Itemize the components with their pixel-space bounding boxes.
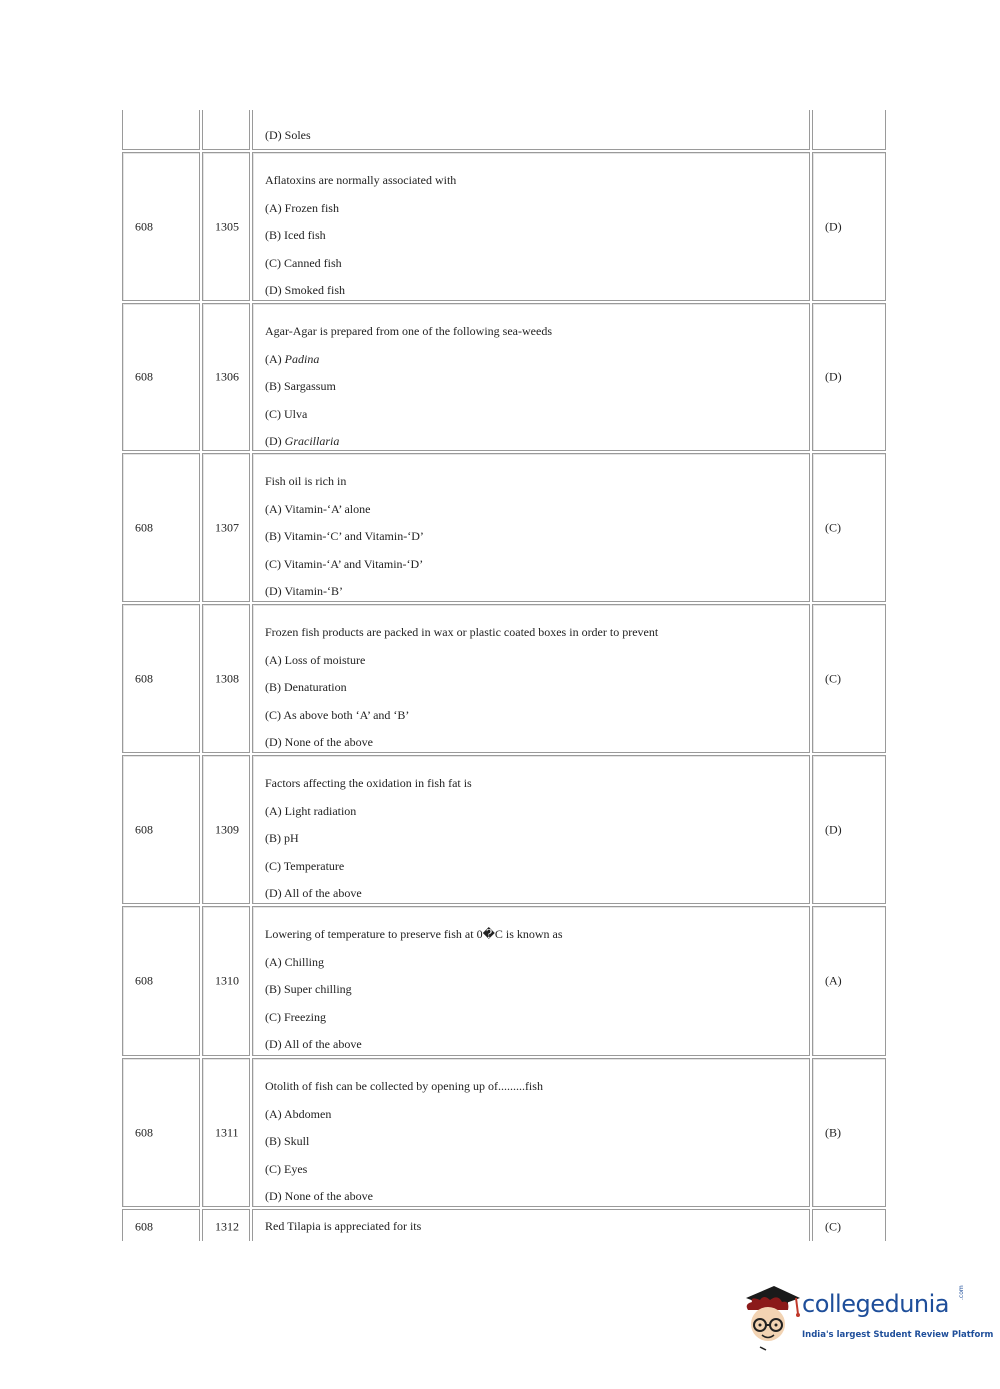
option-a: (A) Light radiation [265, 803, 357, 818]
table-row [122, 604, 886, 753]
option-a: (A) Frozen fish [265, 200, 339, 215]
question-text [265, 318, 803, 456]
question-number-cell: 1312 [202, 1209, 250, 1241]
table-row [122, 1058, 886, 1207]
question-stem: Aflatoxins are normally associated with [265, 173, 457, 187]
paper-code-cell: 608 [122, 1209, 200, 1241]
paper-code-cell: 608 [122, 152, 200, 301]
answer-cell: (C) [812, 453, 886, 602]
question-number-cell [202, 110, 250, 150]
option-d: (D) All of the above [265, 886, 362, 901]
table-row [122, 755, 886, 904]
option-a: (A) Loss of moisture [265, 652, 366, 667]
answer-cell: (D) [812, 755, 886, 904]
answer-cell: (D) [812, 152, 886, 301]
question-cell [252, 453, 810, 602]
paper-code-cell: 608 [122, 755, 200, 904]
option-b: (B) pH [265, 831, 299, 846]
option-d: (D) Vitamin-‘B’ [265, 584, 344, 599]
table-row [122, 303, 886, 451]
question-cell [252, 1058, 810, 1207]
question-stem: Red Tilapia is appreciated for its [265, 1219, 422, 1233]
paper-code-cell: 608 [122, 1058, 200, 1207]
answer-cell: (C) [812, 604, 886, 753]
question-text [265, 468, 803, 606]
answer-cell: (C) [812, 1209, 886, 1241]
option-d: (D) None of the above [265, 735, 373, 750]
option-d: (D) Gracillaria [265, 434, 340, 449]
question-text [265, 619, 803, 757]
option-c: (C) Temperature [265, 858, 345, 873]
question-text [265, 122, 803, 150]
logo-domain-suffix: .com [958, 1285, 965, 1300]
question-cell [252, 1209, 810, 1241]
option-c: (C) Eyes [265, 1161, 308, 1176]
answer-cell: (A) [812, 906, 886, 1056]
option-b: (B) Skull [265, 1134, 310, 1149]
question-cell [252, 755, 810, 904]
option-d: (D) None of the above [265, 1189, 373, 1204]
table-row [122, 1209, 886, 1241]
question-stem: Frozen fish products are packed in wax or plastic coated boxes in order to prevent [265, 625, 659, 639]
option-d: (D) All of the above [265, 1037, 362, 1052]
option-a: (A) Vitamin-‘A’ alone [265, 501, 371, 516]
option-a: (A) Chilling [265, 954, 324, 969]
question-text [265, 921, 803, 1059]
question-stem: Agar-Agar is prepared from one of the following sea-weeds [265, 324, 552, 338]
option-b: (B) Sargassum [265, 379, 336, 394]
question-text [265, 1073, 803, 1211]
option-b: (B) Denaturation [265, 680, 347, 695]
question-text [265, 770, 803, 908]
logo-tagline: India's largest Student Review Platform [802, 1330, 994, 1340]
paper-code-cell: 608 [122, 303, 200, 451]
option-b: (B) Super chilling [265, 982, 352, 997]
paper-code-cell: 608 [122, 906, 200, 1056]
answer-cell [812, 110, 886, 150]
table-row [122, 453, 886, 602]
option-c: (C) Ulva [265, 406, 308, 421]
question-number-cell: 1305 [202, 152, 250, 301]
option-b: (B) Vitamin-‘C’ and Vitamin-‘D’ [265, 529, 424, 544]
question-number-cell: 1307 [202, 453, 250, 602]
question-cell [252, 110, 810, 150]
option-c: (C) Freezing [265, 1009, 326, 1024]
question-number-cell: 1311 [202, 1058, 250, 1207]
question-cell [252, 604, 810, 753]
question-stem: Fish oil is rich in [265, 474, 347, 488]
paper-code-cell [122, 110, 200, 150]
question-text [265, 167, 803, 305]
option-d: (D) Smoked fish [265, 283, 345, 298]
question-cell [252, 906, 810, 1056]
question-number-cell: 1308 [202, 604, 250, 753]
option-c: (C) Canned fish [265, 255, 342, 270]
question-text [265, 1213, 803, 1241]
mascot-icon [740, 1280, 802, 1354]
question-stem: Factors affecting the oxidation in fish fat is [265, 776, 472, 790]
paper-code-cell: 608 [122, 453, 200, 602]
answer-cell: (B) [812, 1058, 886, 1207]
answer-cell: (D) [812, 303, 886, 451]
question-cell [252, 303, 810, 451]
question-cell [252, 152, 810, 301]
question-number-cell: 1310 [202, 906, 250, 1056]
option-c: (C) Vitamin-‘A’ and Vitamin-‘D’ [265, 556, 424, 571]
option-b: (B) Iced fish [265, 228, 326, 243]
option-c: (C) As above both ‘A’ and ‘B’ [265, 707, 410, 722]
option-a: (A) Abdomen [265, 1106, 332, 1121]
question-number-cell: 1309 [202, 755, 250, 904]
logo-wordmark: collegedunia [802, 1290, 950, 1318]
question-stem: Otolith of fish can be collected by opening up of.........fish [265, 1079, 543, 1093]
question-number-cell: 1306 [202, 303, 250, 451]
table-row [122, 906, 886, 1056]
table-row [122, 152, 886, 301]
paper-code-cell: 608 [122, 604, 200, 753]
option-d: (D) Soles [265, 128, 311, 142]
question-stem: Lowering of temperature to preserve fish at 0�C is known as [265, 927, 563, 941]
table-row [122, 110, 886, 150]
collegedunia-logo[interactable] [740, 1280, 994, 1354]
option-a: (A) Padina [265, 351, 320, 366]
